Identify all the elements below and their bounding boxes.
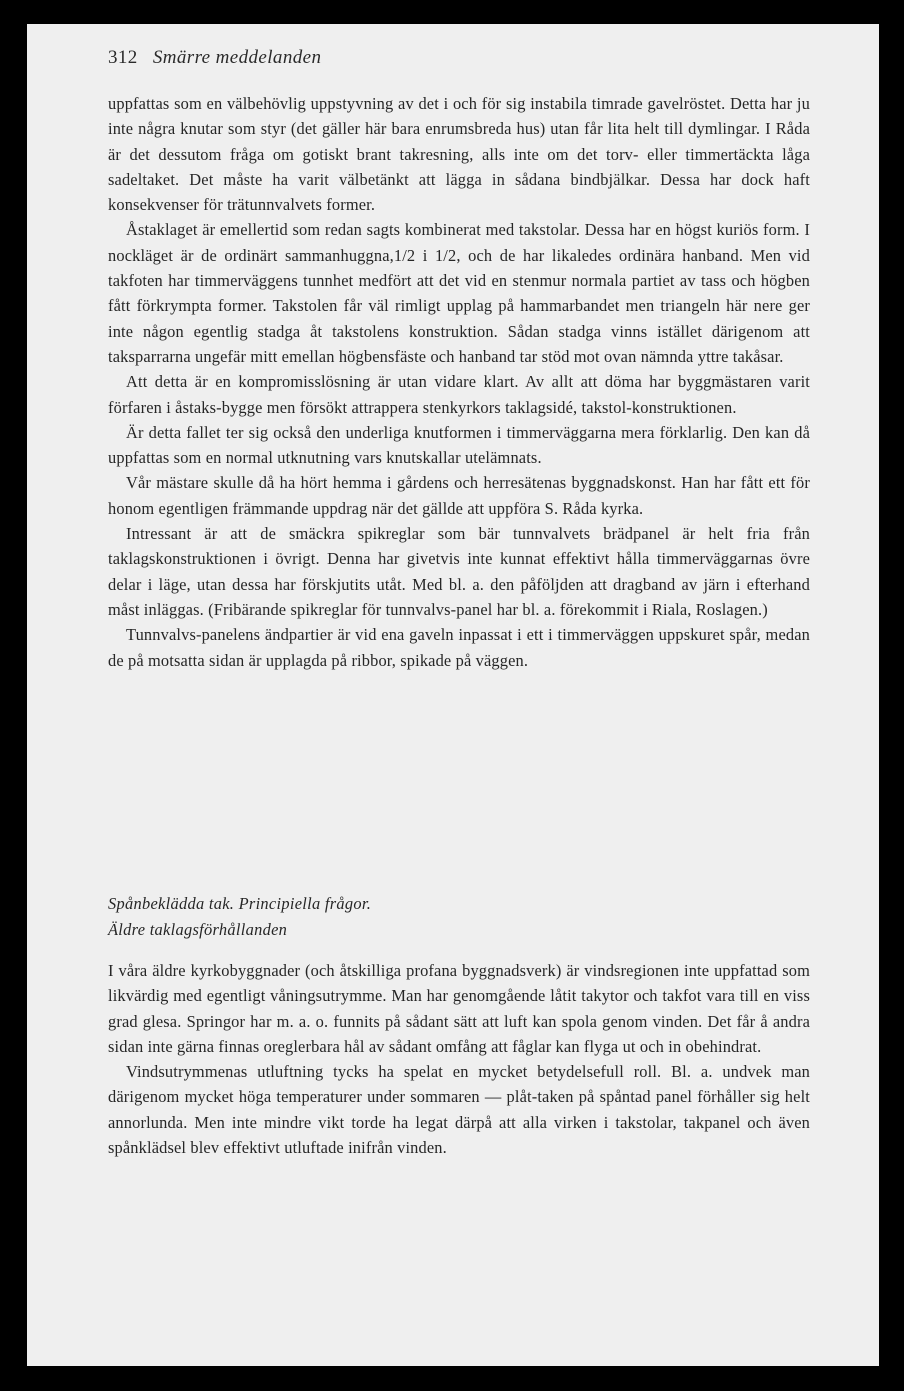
section-body-1 bbox=[108, 91, 810, 673]
section-heading: Spånbeklädda tak. Principiella frågor. bbox=[108, 894, 372, 913]
paragraph: Är detta fallet ter sig också den underliga knutformen i timmerväggarna mera förklarlig. Den kan då uppfattas som en normal utknutning vars knutskallar utelämnats. bbox=[108, 422, 810, 468]
section-subheading: Äldre taklagsförhållanden bbox=[108, 920, 288, 939]
paragraph: Vår mästare skulle då ha hört hemma i gårdens och herresätenas byggnadskonst. Han har fått ett för honom egentligen främmande uppdrag när det gällde att uppföra S. Råda kyrka. bbox=[108, 473, 810, 518]
paragraph: uppfattas som en välbehövlig uppstyvning av det i och för sig instabila timrade gavelröstet. Detta har ju inte några knutar som styr (det gäller här bara enrumsbreda hus) utan får lita helt till dymlingar. I Råda är det dessutom fråga om gotiskt brant takresning, alls inte om det torv- eller timmertäckta låga sadeltaket. Det måste ha varit välbetänkt att lägga in sådana bindbjälkar. Dessa har dock haft konsekvenser för trätunnvalvets former. bbox=[108, 94, 810, 215]
paragraph: I våra äldre kyrkobyggnader (och åtskilliga profana byggnadsverk) är vindsregionen inte uppfattad som likvärdig med egentligt våningsutrymme. Man har genomgående låtit takytor och takfot vara till en viss grad glesa. Springor har m. a. o. funnits på sådant sätt att luft kan spola genom vinden. Det får å andra sidan inte gärna finnas oreglerbara hål av sådant omfång att fåglar kan flyga ut och in obehindrat. bbox=[108, 961, 810, 1056]
paragraph: Tunnvalvs-panelens ändpartier är vid ena gaveln inpassat i ett i timmerväggen uppskuret spår, medan de på motsatta sidan är upplagda på ribbor, spikade på väggen. bbox=[108, 625, 810, 670]
book-page bbox=[27, 24, 879, 1366]
paragraph: Åstaklaget är emellertid som redan sagts kombinerat med takstolar. Dessa har en högst kuriös form. I nockläget är de ordinärt sammanhuggna,1/2 i 1/2, och de har likaledes ordinära hanband. Men vid takfoten har timmerväggens tunnhet medfört att det vid en stenmur normala partiet av tass och högben fått förkrympta former. Takstolen får väl rimligt upplag på hammarbandet men triangeln här nere ger inte någon egentlig stadga åt takstolens konstruktion. Sådan stadga vinns istället därigenom att taksparrarna ungefär mitt emellan högbensfäste och hanband tar stöd mot ovan nämnda yttre takåsar. bbox=[108, 220, 810, 366]
page-header bbox=[108, 47, 321, 69]
page-number: 312 bbox=[108, 47, 138, 68]
paragraph: Intressant är att de smäckra spikreglar som bär tunnvalvets brädpanel är helt fria från taklagskonstruktionen i övrigt. Denna har givetvis inte kunnat effektivt hålla timmerväggarnas övre delar i läge, utan dessa har förskjutits utåt. Med bl. a. den påföljden att dragband av järn i efterhand måst inläggas. (Fribärande spikreglar för tunnvalvs-panel har bl. a. förekommit i Riala, Roslagen.) bbox=[108, 524, 810, 619]
running-title: Smärre meddelanden bbox=[152, 47, 322, 68]
paragraph: Vindsutrymmenas utluftning tycks ha spelat en mycket betydelsefull roll. Bl. a. undvek man därigenom mycket höga temperaturer under sommaren — plåt-taken på spåntad panel förhåller sig helt annorlunda. Men inte mindre vikt torde ha legat därpå att alla virken i takstolar, takpanel och även spånklädsel blev effektivt utluftade inifrån vinden. bbox=[108, 1062, 810, 1158]
section-body-2 bbox=[108, 958, 810, 1160]
paragraph: Att detta är en kompromisslösning är utan vidare klart. Av allt att döma har byggmästaren varit förfaren i åstaks-bygge men försökt attrappera stenkyrkors taklagsidé, takstol-konstruktionen. bbox=[108, 372, 810, 417]
